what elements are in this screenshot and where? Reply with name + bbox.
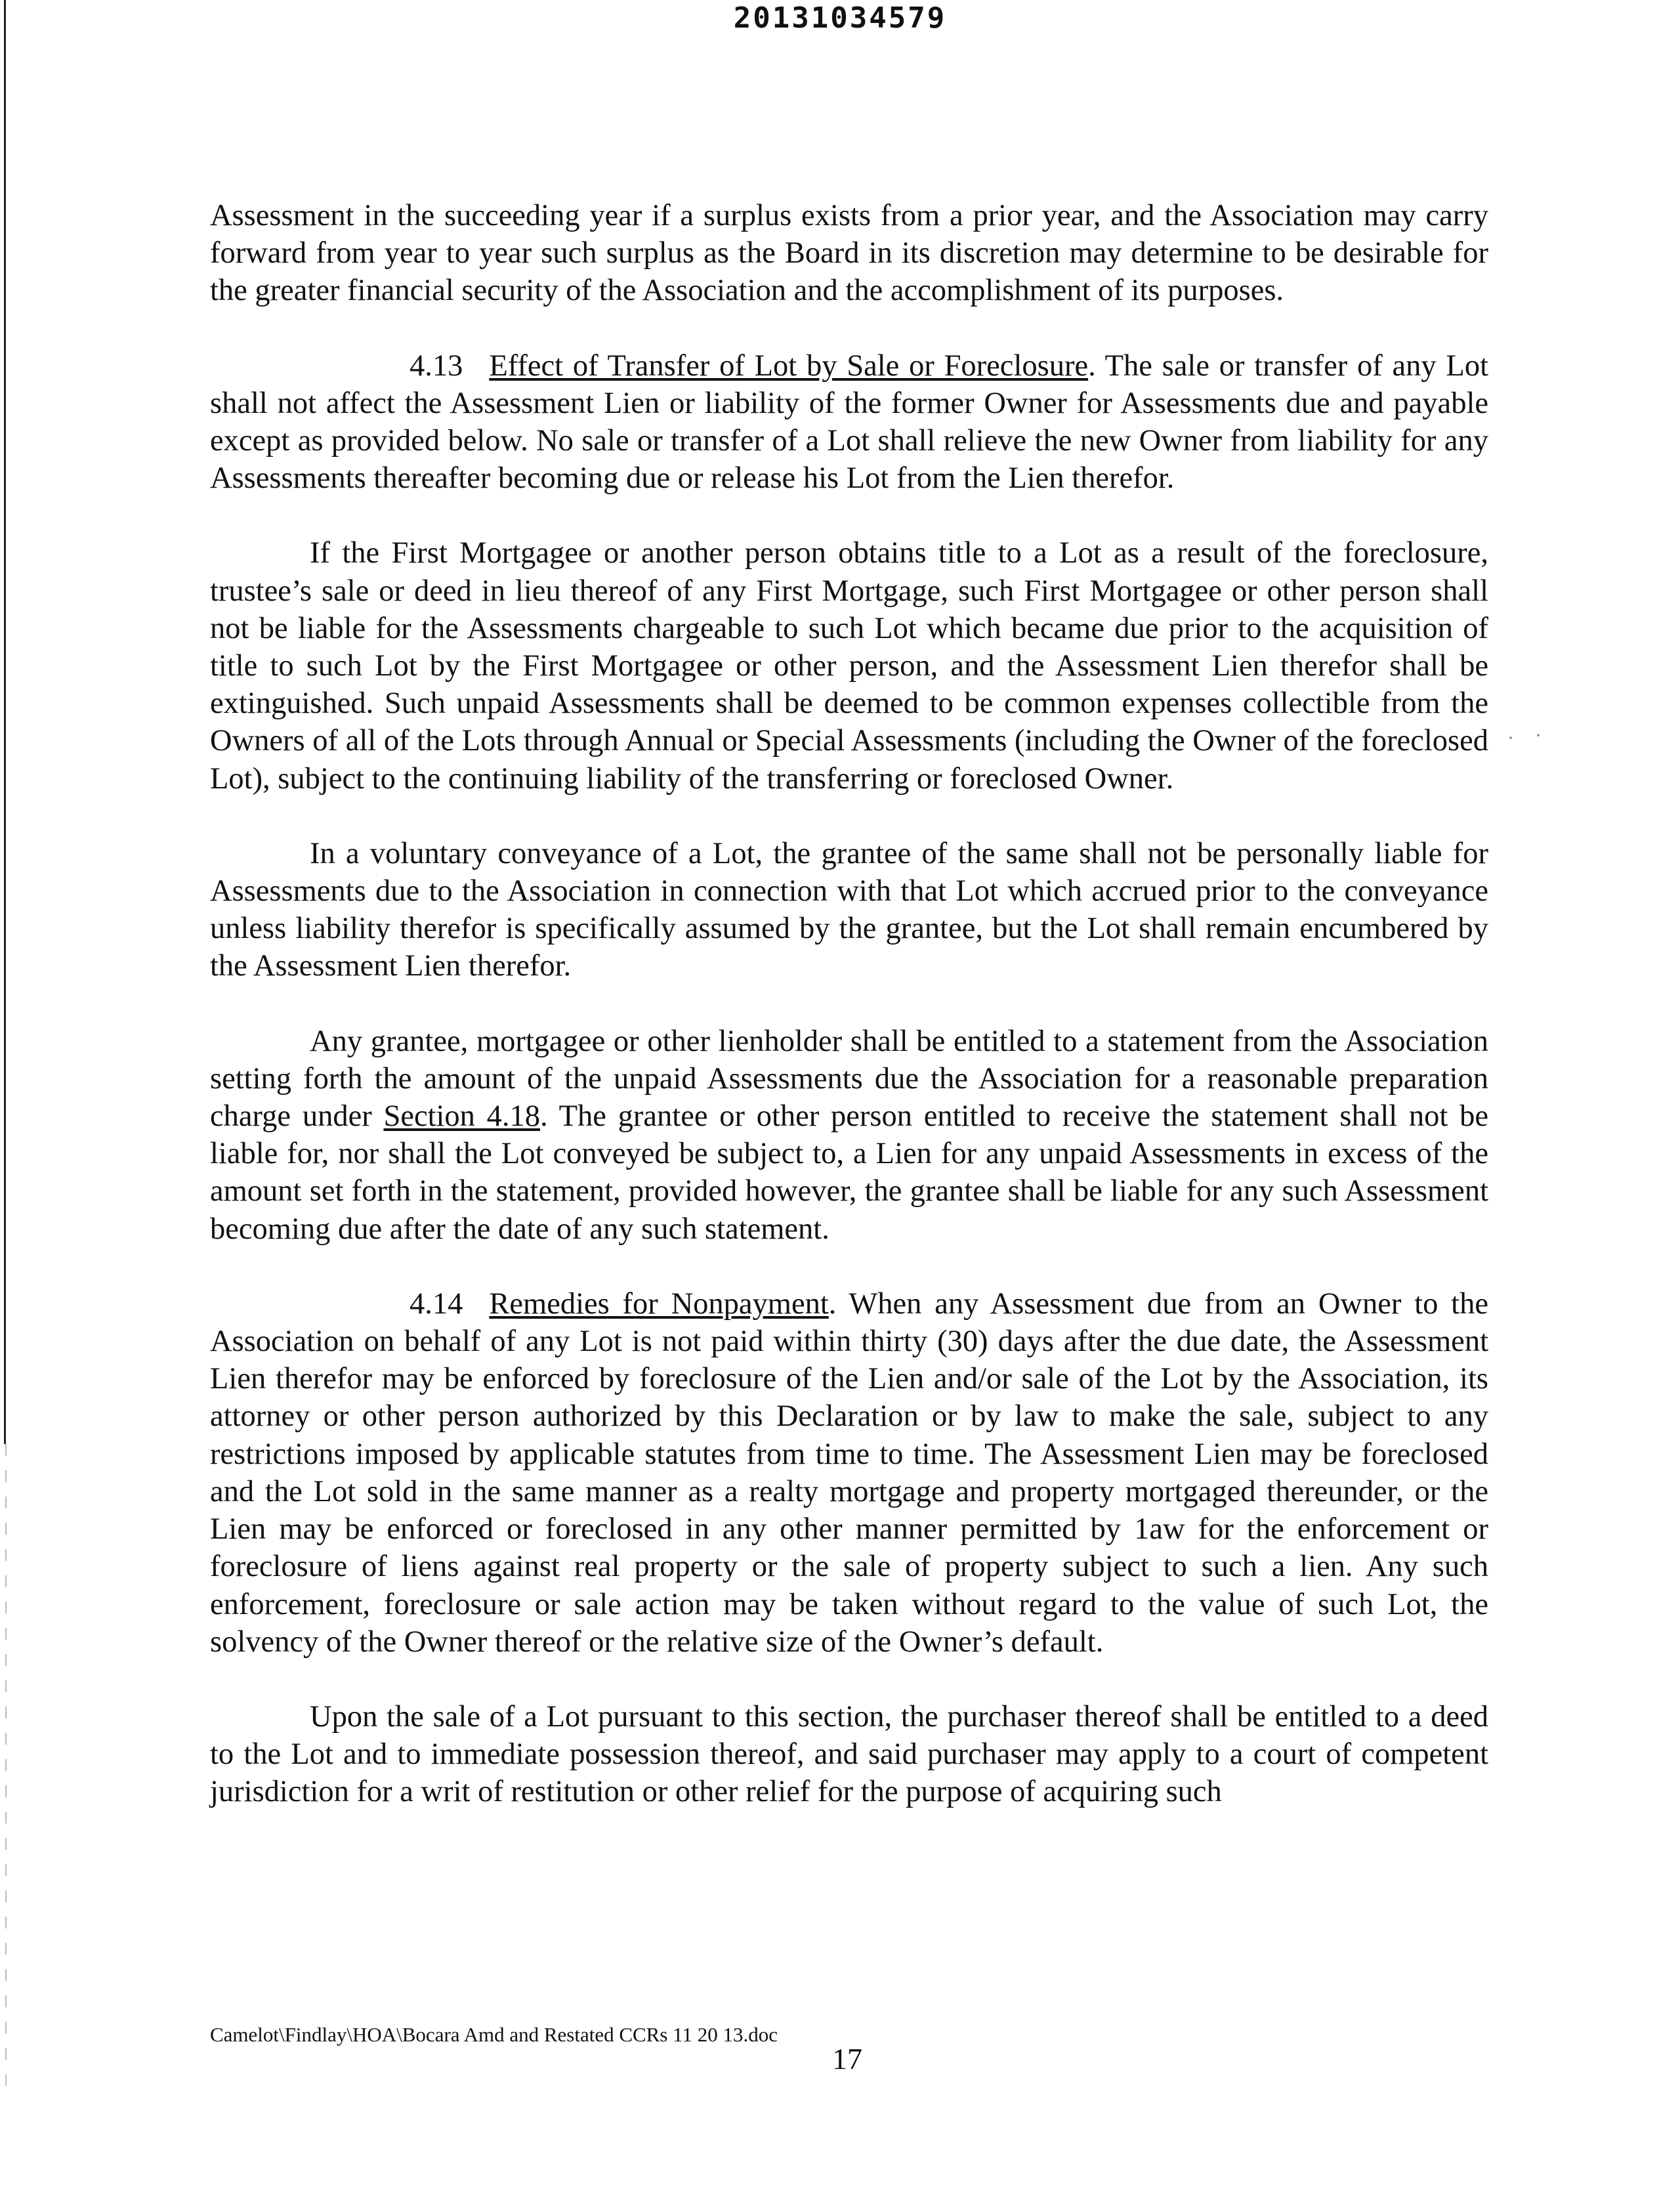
section-text: . When any Assessment due from an Owner to the Association on behalf of any Lot is not paid within thirty (30) days after the due date, the Assessment Lien therefor may be enforced by foreclosure of the Lien and/or sale of the Lot by the Association, its attorney or other person authorized by this Declaration or by law to make the sale, subject to any restrictions imposed by applicable statutes from time to time. The Assessment Lien may be foreclosed and the Lot sold in the same manner as a realty mortgage and property mortgaged thereunder, or the Lien may be enforced or foreclosed in any other manner permitted by 1aw for the enforcement or foreclosure of liens against real property or the sale of property subject to such a lien. Any such enforcement, foreclosure or sale action may be taken without regard to the value of such Lot, the solvency of the Owner thereof or the relative size of the Owner’s default. xyxy=(210,1287,1488,1659)
footer-file-path: Camelot\Findlay\HOA\Bocara Amd and Restated CCRs 11 20 13.doc xyxy=(210,2023,778,2046)
scan-edge-line-faint xyxy=(5,1444,7,2100)
paragraph-text: Any grantee, mortgagee or other lienholder shall be entitled to a statement from the Association setting forth the amount of the unpaid Assessments due the Association for a reasonable preparation charge under xyxy=(210,1024,1488,1134)
paragraph-voluntary-conveyance: In a voluntary conveyance of a Lot, the grantee of the same shall not be personally liable for Assessments due to the Association in connection with that Lot which accrued prior to the conveyance unless liability therefor is specifically assumed by the grantee, but the Lot shall remain encumbered by the Assessment Lien therefor. xyxy=(210,836,1488,983)
section-title: Effect of Transfer of Lot by Sale or Foreclosure xyxy=(489,349,1089,383)
page-number: 17 xyxy=(832,2042,862,2076)
section-text: . The sale or transfer of any Lot shall not affect the Assessment Lien or liability of the former Owner for Assessments due and payable except as provided below. No sale or transfer of a Lot shall relieve the new Owner from liability for any Assessments thereafter becoming due or release his Lot from the Lien therefor. xyxy=(210,349,1488,496)
paragraph-statement xyxy=(210,1023,1488,1248)
scan-speck xyxy=(1537,734,1540,736)
section-number: 4.14 xyxy=(410,1287,463,1321)
scan-speck xyxy=(1509,736,1512,739)
paragraph-purchaser-deed: Upon the sale of a Lot pursuant to this section, the purchaser thereof shall be entitled to a deed to the Lot and to immediate possession thereof, and said purchaser may apply to a court of competent jurisdiction for a writ of restitution or other relief for the purpose of acquiring such xyxy=(210,1699,1488,1809)
section-number: 4.13 xyxy=(410,349,463,383)
section-4-13 xyxy=(210,347,1488,498)
section-4-14 xyxy=(210,1285,1488,1661)
document-body xyxy=(210,197,1488,1848)
document-number: 20131034579 xyxy=(733,1,947,35)
paragraph-first-mortgagee: If the First Mortgagee or another person obtains title to a Lot as a result of the foreclosure, trustee’s sale or deed in lieu thereof of any First Mortgage, such First Mortgagee or other person shall not be liable for the Assessments chargeable to such Lot which became due prior to the acquisition of title to such Lot by the First Mortgagee or other person, and the Assessment Lien therefor shall be extinguished. Such unpaid Assessments shall be deemed to be common expenses collectible from the Owners of all of the Lots through Annual or Special Assessments (including the Owner of the foreclosed Lot), subject to the continuing liability of the transferring or foreclosed Owner. xyxy=(210,536,1488,796)
scan-edge-line xyxy=(4,0,6,1444)
paragraph-text: . The grantee or other person entitled to receive the statement shall not be liable for, nor shall the Lot conveyed be subject to, a Lien for any unpaid Assessments in excess of the amount set forth in the statement, provided however, the grantee shall be liable for any such Assessment becoming due after the date of any such statement. xyxy=(210,1099,1488,1246)
section-title: Remedies for Nonpayment xyxy=(489,1287,829,1321)
section-reference-link: Section 4.18 xyxy=(383,1099,541,1134)
paragraph-surplus-continuation: Assessment in the succeeding year if a surplus exists from a prior year, and the Association may carry forward from year to year such surplus as the Board in its discretion may determine to be desirable for the greater financial security of the Association and the accomplishment of its purposes. xyxy=(210,199,1488,308)
